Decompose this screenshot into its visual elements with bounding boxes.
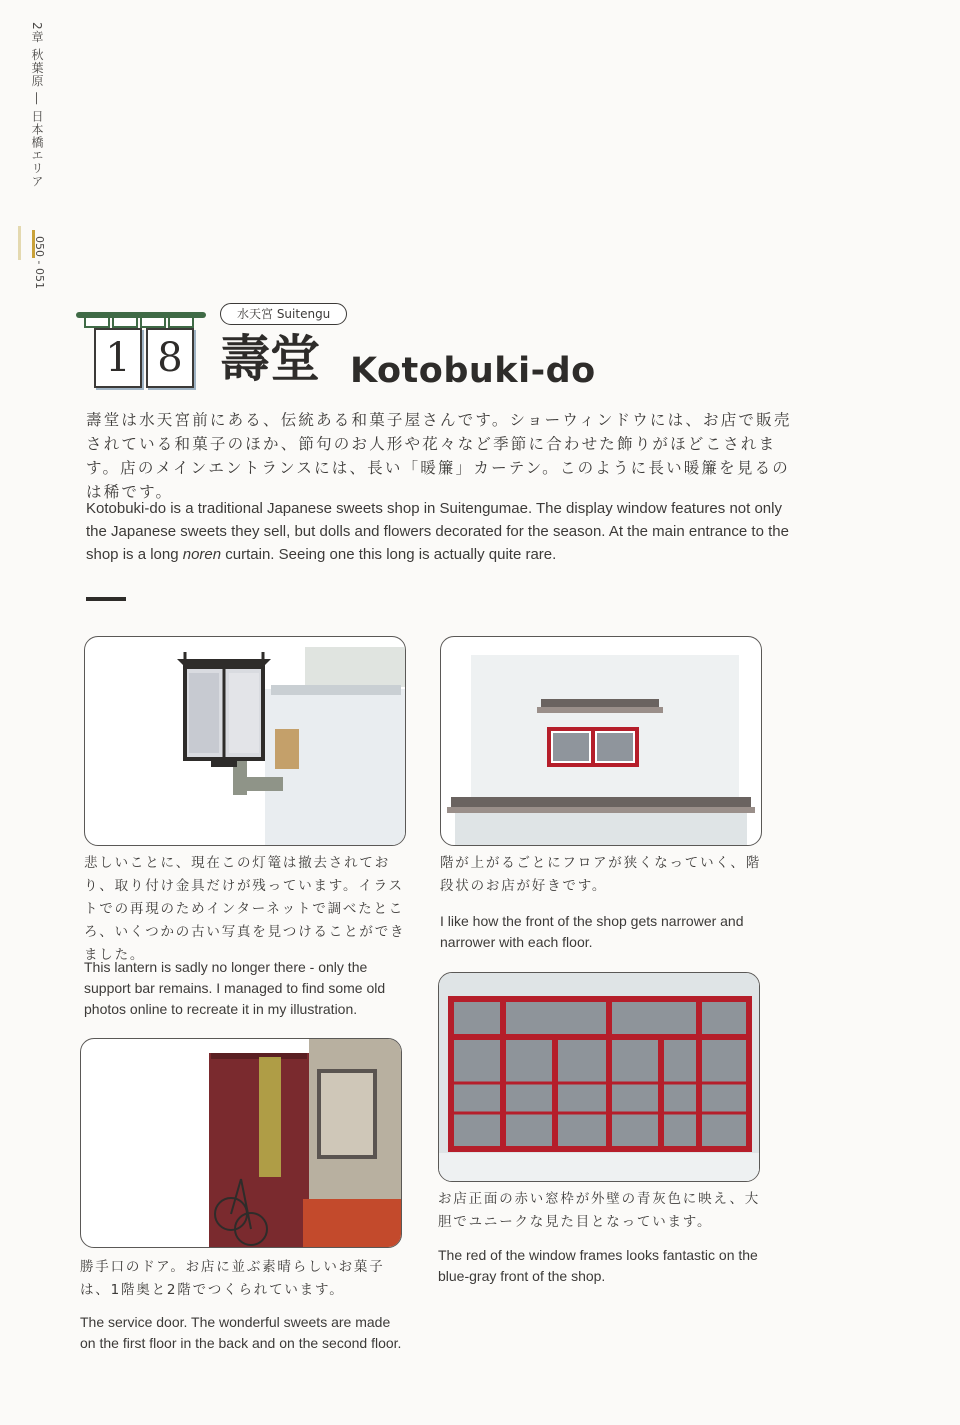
noren-flap-icon <box>140 318 166 328</box>
spot-number-digit-1: 1 <box>94 328 142 388</box>
facade-drawing <box>441 637 761 845</box>
windows-caption-jp: お店正面の赤い窓枠が外壁の青灰色に映え、大胆でユニークな見た目となっています。 <box>438 1191 761 1230</box>
lantern-drawing <box>85 637 405 845</box>
door-caption-jp: 勝手口のドア。お店に並ぶ素晴らしいお菓子は、1階奥と2階でつくられています。 <box>80 1259 385 1298</box>
side-rule <box>18 226 21 260</box>
page-title-en: Kotobuki-do <box>350 351 596 391</box>
facade-caption-en: I like how the front of the shop gets narrower and narrower with each floor. <box>440 913 744 950</box>
facade-caption-jp: 階が上がるごとにフロアが狭くなっていく、階段状のお店が好きです。 <box>440 855 762 894</box>
page-numbers <box>22 236 46 296</box>
door-illustration <box>80 1038 402 1248</box>
spot-number-digit-2: 8 <box>146 328 194 388</box>
facade-illustration <box>440 636 762 846</box>
windows-caption-en: The red of the window frames looks fantastic on the blue-gray front of the shop. <box>438 1247 758 1284</box>
lantern-illustration <box>84 636 406 846</box>
door-caption-en: The service door. The wonderful sweets are made on the first floor in the back and on the second floor. <box>80 1314 402 1351</box>
page-numbers-text: 050 - 051 <box>33 236 46 289</box>
noren-flap-icon <box>168 318 194 328</box>
lantern-caption-jp: 悲しいことに、現在この灯篭は撤去されており、取り付け金具だけが残っています。イラストでの再現のためインターネットで調べたところ、いくつかの古い写真を見つけることができました。 <box>84 855 406 963</box>
red-windows-drawing <box>439 973 759 1181</box>
lantern-caption-en: This lantern is sadly no longer there - only the support bar remains. I managed to find some old photos online to recreate it in my illustration. <box>84 959 386 1017</box>
chapter-label: 2章 秋葉原 ― 日本橋エリア <box>30 22 44 189</box>
noren-flap-icon <box>112 318 138 328</box>
door-drawing <box>81 1039 401 1247</box>
intro-en-part-1: Kotobuki-do is a traditional Japanese sweets shop in Suitengumae. The display window features not only the Japanese sweets they sell, but dolls and flowers decorated for the season. At the main entrance to the shop is a long <box>86 500 789 563</box>
page-title-jp: 壽堂 <box>220 330 320 388</box>
station-badge: 水天宮 Suitengu <box>220 303 347 325</box>
noren-flap-icon <box>84 318 110 328</box>
intro-text-en <box>86 497 796 566</box>
intro-en-italic: noren <box>182 546 222 563</box>
intro-en-part-2: curtain. Seeing one this long is actually quite rare. <box>221 546 557 563</box>
intro-text-jp: 壽堂は水天宮前にある、伝統ある和菓子屋さんです。ショーウィンドウには、お店で販売されている和菓子のほか、節句のお人形や花々など季節に合わせた飾りがほどこされます。店のメインエントランスには、長い「暖簾」カーテン。このように長い暖簾を見るのは稀です。 <box>86 411 792 501</box>
red-windows-illustration <box>438 972 760 1182</box>
section-divider <box>86 597 126 601</box>
